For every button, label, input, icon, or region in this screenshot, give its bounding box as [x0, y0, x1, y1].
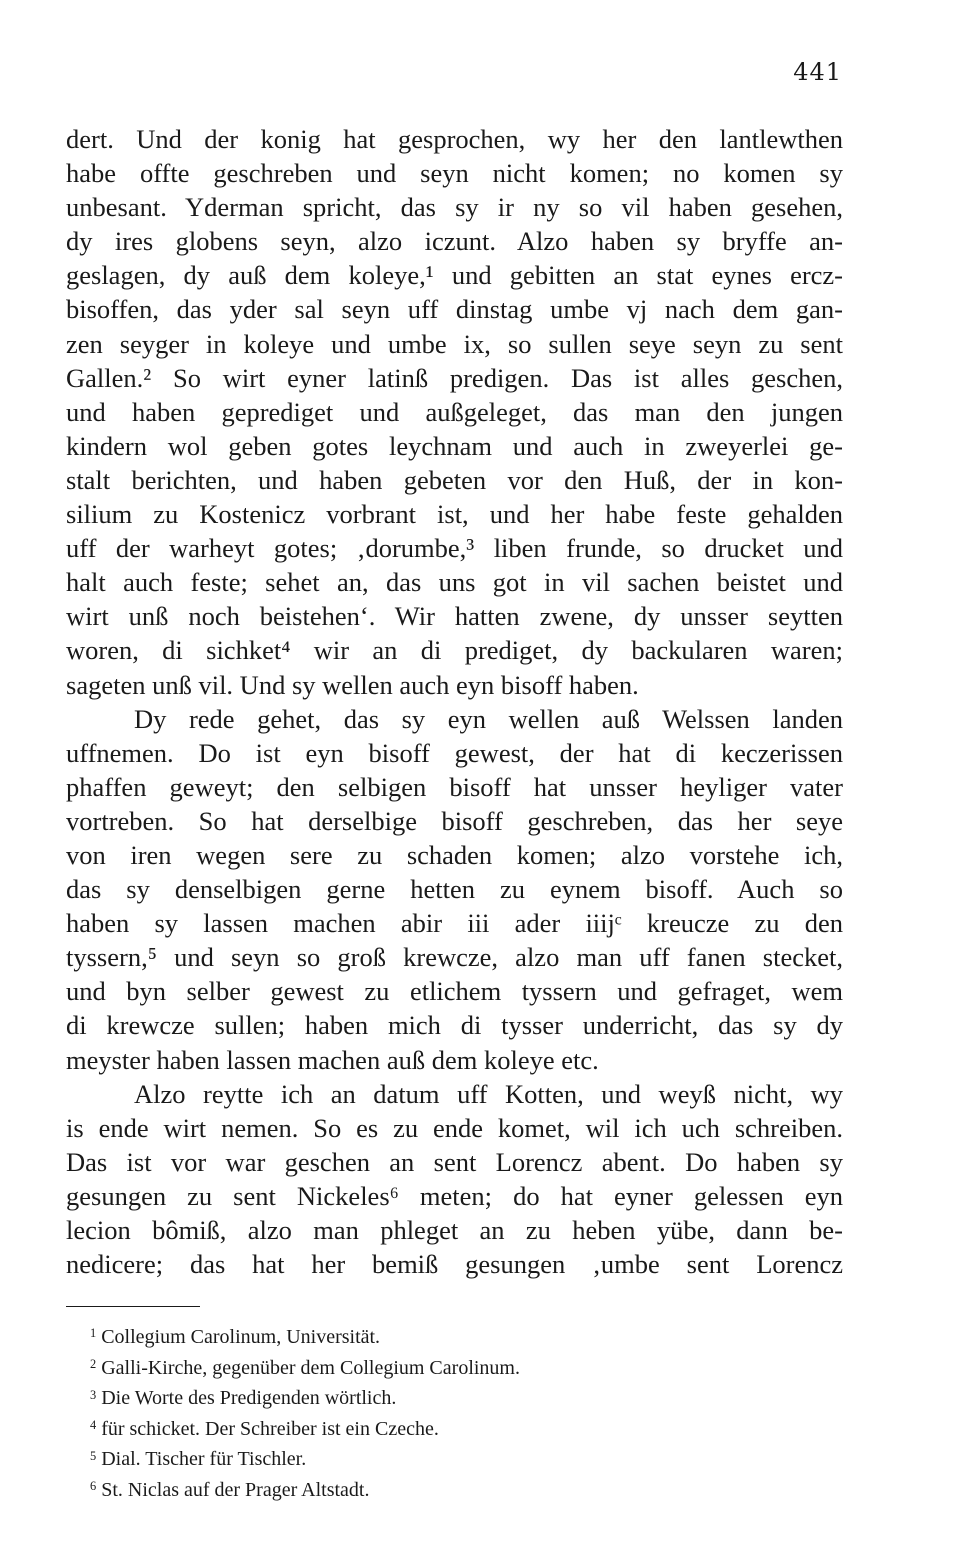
text-line: halt auch feste; sehet an, das uns got in vil sachen beistet und [66, 567, 843, 598]
page-number: 441 [793, 58, 842, 86]
footnote-text: St. Niclas auf der Prager Altstadt. [101, 1478, 370, 1501]
paragraph [66, 1077, 843, 1282]
text-line: uff der warheyt gotes; ‚dorumbe,³ liben frunde, so drucket und [66, 533, 843, 564]
paragraph [66, 702, 843, 1077]
footnote-mark: 2 [90, 1357, 97, 1372]
text-line: das sy denselbigen gerne hetten zu eynem bisoff. Auch so [66, 874, 843, 905]
text-line: bisoffen, das yder sal seyn uff dinstag umbe vj nach dem gan- [66, 294, 843, 325]
text-line: stalt berichten, und haben gebeten vor den Huß, der in kon- [66, 464, 843, 495]
main-text [66, 122, 843, 1281]
text-line: meyster haben lassen machen auß dem koleye etc. [66, 1044, 599, 1075]
paragraph [66, 122, 843, 702]
text-line: lecion bômiß, alzo man phleget an zu heben yübe, dann be- [66, 1215, 843, 1245]
text-line: habe offte geschreben und seyn nicht komen; no komen sy [66, 158, 843, 189]
text-line: Alzo reytte ich an datum uff Kotten, und weyß nicht, wy [134, 1078, 843, 1109]
footnote [90, 1415, 810, 1446]
text-line: und byn selber gewest zu etlichem tyssern und gefraget, wem [66, 976, 843, 1007]
footnote [90, 1323, 810, 1354]
footnote [90, 1384, 810, 1415]
footnote-separator [66, 1306, 200, 1307]
text-line: phaffen geweyt; den selbigen bisoff hat unsser heyliger vater [66, 771, 843, 802]
text-line: Gallen.² So wirt eyner latinß predigen. Das ist alles geschen, [66, 362, 843, 393]
footnote-mark: 3 [90, 1387, 97, 1402]
text-line: woren, di sichket⁴ wir an di prediget, dy backularen waren; [66, 635, 843, 666]
footnote-text: Collegium Carolinum, Universität. [101, 1326, 381, 1348]
text-line: sageten unß vil. Und sy wellen auch eyn bisoff haben. [66, 669, 639, 700]
footnote-mark: 6 [90, 1479, 97, 1494]
text-line: wirt unß noch beistehen‘. Wir hatten zwene, dy unsser seytten [66, 601, 843, 632]
text-line: is ende wirt nemen. So es zu ende komet, wil ich uch schreiben. [66, 1112, 843, 1143]
text-line: di krewcze sullen; haben mich di tysser underricht, das sy dy [66, 1010, 843, 1041]
text-line: dert. Und der konig hat gesprochen, wy her den lantlewthen [66, 124, 843, 154]
text-line: von iren wegen sere zu schaden komen; alzo vorstehe ich, [66, 839, 843, 870]
text-line: dy ires globens seyn, alzo iczunt. Alzo haben sy bryffe an- [66, 226, 843, 257]
footnote-mark: 4 [90, 1418, 97, 1433]
text-line: Dy rede gehet, das sy eyn wellen auß Welssen landen [134, 703, 843, 734]
text-line: nedicere; das hat her bemiß gesungen ‚umbe sent Lorencz [66, 1249, 843, 1280]
footnote [90, 1354, 810, 1385]
footnote-mark: 5 [90, 1448, 97, 1463]
footnote-mark: 1 [90, 1326, 97, 1341]
footnote [90, 1476, 810, 1507]
footnote [90, 1445, 810, 1476]
footnote-text: für schicket. Der Schreiber ist ein Czeche. [101, 1417, 439, 1440]
text-line: uffnemen. Do ist eyn bisoff gewest, der hat di keczerissen [66, 737, 843, 768]
text-line: gesungen zu sent Nickeles⁶ meten; do hat eyner gelessen eyn [66, 1180, 843, 1211]
text-line: haben sy lassen machen abir iii ader iiijᶜ kreucze zu den [66, 908, 843, 939]
text-line: vortreben. So hat derselbige bisoff geschreben, das her seye [66, 805, 843, 836]
text-line: geslagen, dy auß dem koleye,¹ und gebitten an stat eynes ercz- [66, 260, 843, 291]
footnote-text: Dial. Tischer für Tischler. [101, 1448, 307, 1471]
text-line: tyssern,⁵ und seyn so groß krewcze, alzo man uff fanen stecket, [66, 942, 843, 973]
text-line: und haben geprediget und außgeleget, das man den jungen [66, 396, 843, 427]
footnotes [90, 1323, 810, 1507]
text-line: kindern wol geben gotes leychnam und auch in zweyerlei ge- [66, 430, 843, 461]
footnote-text: Die Worte des Predigenden wörtlich. [101, 1387, 397, 1410]
text-line: silium zu Kostenicz vorbrant ist, und her habe feste gehalden [66, 499, 843, 530]
text-line: unbesant. Yderman spricht, das sy ir ny so vil haben gesehen, [66, 192, 843, 223]
text-line: Das ist vor war geschen an sent Lorencz abent. Do haben sy [66, 1146, 843, 1177]
text-line: zen seyger in koleye und umbe ix, so sullen seye seyn zu sent [66, 328, 843, 359]
footnote-text: Galli-Kirche, gegenüber dem Collegium Carolinum. [101, 1356, 520, 1379]
